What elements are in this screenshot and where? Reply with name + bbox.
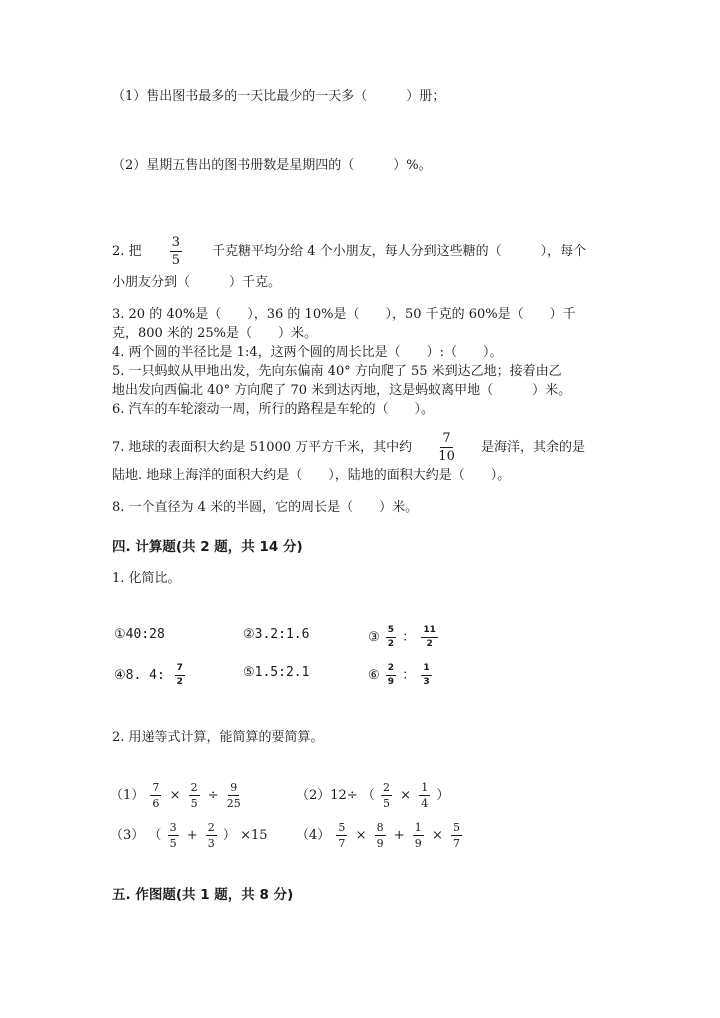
ratio3-b-den: 2 — [426, 639, 433, 649]
q2-rest: 千克糖平均分给 4 个小朋友，每人分到这些糖的（ ），每个 — [212, 244, 587, 259]
section5-title: 五. 作图题(共 1 题，共 8 分) — [112, 887, 294, 903]
fill-q4: 4. 两个圆的半径比是 1:4，这两个圆的周长比是（ ）:（ ）。 — [112, 345, 503, 360]
q2-num: 2. 把 — [112, 244, 142, 259]
ratio6-a-den: 9 — [387, 677, 395, 687]
expr4-op1: × — [355, 828, 367, 843]
expr3-label: （3） — [110, 828, 145, 843]
ratio4-frac — [175, 664, 185, 687]
ratio3-frac-b — [421, 626, 438, 649]
expr1-frac2 — [189, 782, 200, 809]
ratio6-frac-a — [386, 664, 396, 687]
ratio4-num: 7 — [175, 664, 185, 676]
calc-expr-2 — [296, 782, 449, 809]
q7-pre: 7. 地球的表面积大约是 51000 万平方千米，其中约 — [112, 440, 413, 455]
expr1-label: （1） — [110, 788, 145, 803]
expr4-frac3 — [413, 822, 424, 849]
ratio6-frac-b — [421, 664, 431, 687]
ratio3-a-num: 5 — [386, 626, 396, 638]
expr3-lparen: （ — [148, 828, 162, 843]
ratio-item-3-label: ③ — [368, 630, 380, 645]
ratio-item-4 — [114, 664, 187, 687]
fill-q7-line2: 陆地. 地球上海洋的面积大约是（ ），陆地的面积大约是（ ）。 — [112, 468, 511, 483]
expr2-frac2 — [419, 782, 430, 809]
ratio6-sep: ： — [402, 668, 416, 683]
ratio-item-6-label: ⑥ — [368, 668, 380, 683]
ratio-item-4-label: ④8. 4: — [114, 668, 165, 683]
expr4-label: （4） — [296, 828, 331, 843]
q7-frac-numerator: 7 — [442, 431, 451, 446]
ratio3-frac-a — [386, 626, 396, 649]
expr1-f2-den: 5 — [190, 797, 198, 810]
expr1-frac3 — [227, 782, 241, 809]
expr2-f2-den: 4 — [421, 797, 429, 810]
calc-expr-4 — [296, 822, 464, 849]
q7-post: 是海洋，其余的是 — [480, 440, 585, 455]
expr4-f3-num: 1 — [414, 821, 422, 834]
q1-part1: （1）售出图书最多的一天比最少的一天多（ ）册； — [112, 89, 446, 104]
fill-q2-line1 — [112, 236, 586, 267]
ratio3-a-den: 2 — [387, 639, 395, 649]
calc-expr-1 — [110, 782, 243, 809]
expr2-frac1 — [381, 782, 392, 809]
expr3-op: + — [186, 828, 198, 843]
q2-frac-denominator: 5 — [171, 253, 180, 268]
expr1-f3-num: 9 — [230, 781, 238, 794]
expr4-f4-den: 7 — [452, 837, 460, 850]
fill-q3-line2: 克，800 米的 25%是（ ）米。 — [112, 326, 317, 341]
fill-q8: 8. 一个直径为 4 米的半圆，它的周长是（ ）米。 — [112, 500, 419, 515]
fill-q7-line1 — [112, 432, 585, 463]
ratio6-b-den: 3 — [423, 677, 430, 687]
fill-q2-line2: 小朋友分到（ ）千克。 — [112, 275, 282, 290]
expr4-f3-den: 9 — [414, 837, 422, 850]
fill-q5-line1: 5. 一只蚂蚁从甲地出发，先向东偏南 40° 方向爬了 55 米到达乙地；接着由乙 — [112, 364, 562, 379]
fill-q6: 6. 汽车的车轮滚动一周，所行的路程是车轮的（ ）。 — [112, 402, 435, 417]
expr4-f2-den: 9 — [376, 837, 384, 850]
expr2-op: × — [400, 788, 412, 803]
ratio4-den: 2 — [176, 677, 183, 687]
q1-part2: （2）星期五售出的图书册数是星期四的（ ）%。 — [112, 158, 432, 173]
expr1-op2: ÷ — [207, 788, 219, 803]
expr4-frac1 — [336, 822, 347, 849]
ratio3-sep: ： — [402, 630, 416, 645]
expr3-rparen: ） — [222, 828, 236, 843]
expr4-f1-num: 5 — [338, 821, 346, 834]
fill-q3-line1: 3. 20 的 40%是（ ），36 的 10%是（ ），50 千克的 60%是（ ）千 — [112, 307, 576, 322]
section4-title: 四. 计算题(共 2 题，共 14 分) — [112, 539, 303, 555]
expr1-f1-num: 7 — [152, 781, 160, 794]
fill-q5-line2: 地出发向西偏北 40° 方向爬了 70 米到达丙地，这是蚂蚁离甲地（ ）米。 — [112, 383, 572, 398]
expr2-f1-num: 2 — [383, 781, 391, 794]
ratio-item-3 — [368, 626, 440, 649]
expr2-f1-den: 5 — [383, 797, 391, 810]
expr3-f1-den: 5 — [169, 837, 177, 850]
expr1-f2-num: 2 — [190, 781, 198, 794]
ratio6-b-num: 1 — [421, 664, 431, 676]
expr4-op3: × — [431, 828, 443, 843]
ratio-item-2: ②3.2:1.6 — [243, 627, 310, 642]
expr4-f1-den: 7 — [338, 837, 346, 850]
expr1-f3-den: 25 — [226, 797, 241, 810]
expr1-f1-den: 6 — [152, 797, 160, 810]
q2-frac-numerator: 3 — [171, 235, 180, 250]
expr1-frac1 — [150, 782, 161, 809]
expr3-f2-num: 2 — [207, 821, 215, 834]
ratio-item-1: ①40:28 — [114, 627, 165, 642]
expr3-tail: ×15 — [240, 828, 268, 843]
expr2-label: （2）12÷ — [296, 788, 358, 803]
calc-expr-3 — [110, 822, 268, 849]
ratio-item-5: ⑤1.5:2.1 — [243, 665, 310, 680]
expr3-f1-num: 3 — [169, 821, 177, 834]
section4-sub1-title: 1. 化简比。 — [112, 571, 181, 586]
expr2-f2-num: 1 — [421, 781, 429, 794]
expr4-frac4 — [451, 822, 462, 849]
expr2-rparen: ） — [436, 788, 450, 803]
expr2-lparen: （ — [361, 788, 375, 803]
expr4-frac2 — [375, 822, 386, 849]
q7-fraction — [438, 432, 455, 463]
expr1-op1: × — [169, 788, 181, 803]
ratio3-b-num: 11 — [421, 626, 438, 638]
expr4-f2-num: 8 — [376, 821, 384, 834]
expr3-frac2 — [206, 822, 217, 849]
q2-fraction — [170, 236, 182, 267]
expr3-frac1 — [168, 822, 179, 849]
ratio6-a-num: 2 — [386, 664, 396, 676]
section4-sub2-title: 2. 用递等式计算，能简算的要简算。 — [112, 730, 324, 745]
q7-frac-denominator: 10 — [438, 449, 455, 464]
expr4-op2: + — [393, 828, 405, 843]
expr4-f4-num: 5 — [452, 821, 460, 834]
expr3-f2-den: 3 — [207, 837, 215, 850]
ratio-item-6 — [368, 664, 434, 687]
